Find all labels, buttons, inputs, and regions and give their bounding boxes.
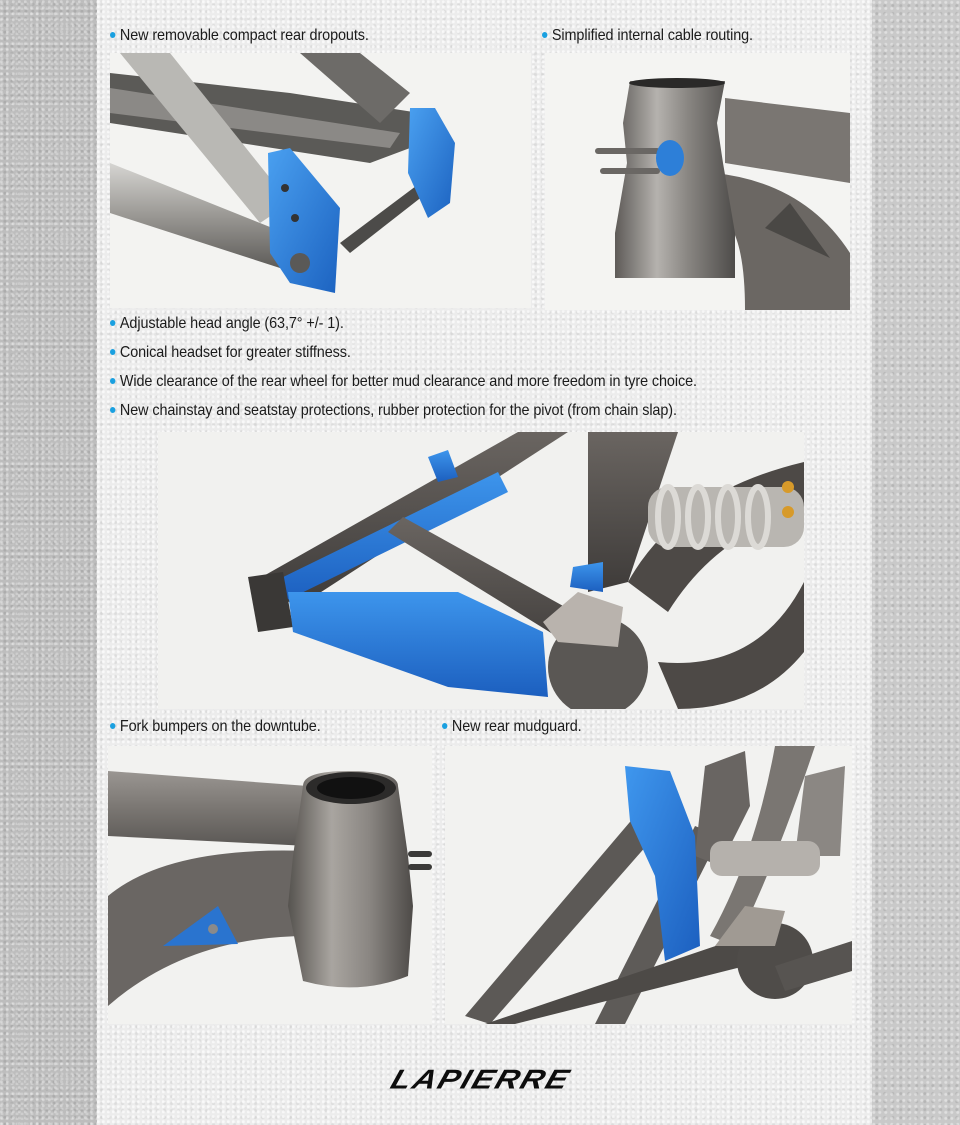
cable-routing-image bbox=[545, 53, 850, 310]
caption-rear-dropouts: New removable compact rear dropouts. bbox=[110, 27, 369, 45]
caption-cable-routing: Simplified internal cable routing. bbox=[542, 27, 753, 45]
bullet-icon bbox=[110, 407, 115, 413]
bullet-icon bbox=[110, 378, 115, 384]
bullet-icon bbox=[442, 723, 447, 729]
fork-bumper-image bbox=[108, 746, 432, 1024]
stay-protection-image bbox=[158, 432, 804, 709]
bullet-icon bbox=[110, 32, 115, 38]
feature-stay-protections: New chainstay and seatstay protections, rubber protection for the pivot (from chain slap). bbox=[110, 402, 677, 420]
bullet-icon bbox=[110, 320, 115, 326]
feature-head-angle: Adjustable head angle (63,7° +/- 1). bbox=[110, 315, 344, 333]
caption-rear-mudguard: New rear mudguard. bbox=[442, 718, 582, 736]
feature-conical-headset: Conical headset for greater stiffness. bbox=[110, 344, 351, 362]
background-texture-right bbox=[872, 0, 960, 1125]
caption-fork-bumpers: Fork bumpers on the downtube. bbox=[110, 718, 321, 736]
rear-dropouts-image bbox=[110, 53, 531, 308]
rear-mudguard-image bbox=[445, 746, 852, 1024]
bullet-icon bbox=[110, 349, 115, 355]
bullet-icon bbox=[110, 723, 115, 729]
feature-wheel-clearance: Wide clearance of the rear wheel for better mud clearance and more freedom in tyre choice. bbox=[110, 373, 697, 391]
bullet-icon bbox=[542, 32, 547, 38]
lapierre-logo: LAPIERRE bbox=[387, 1063, 575, 1095]
